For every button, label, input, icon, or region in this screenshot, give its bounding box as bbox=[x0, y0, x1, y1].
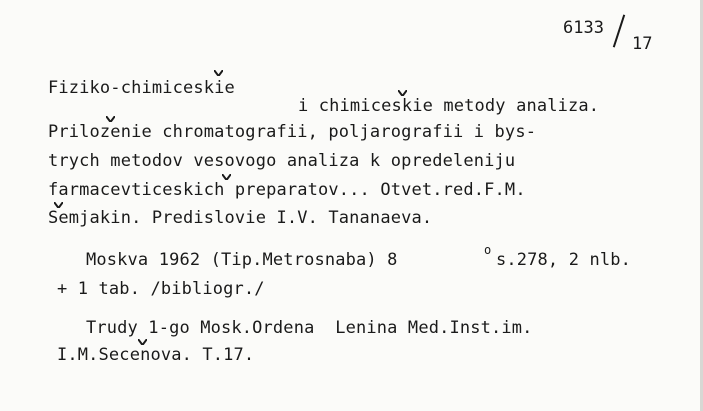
series-line-1: Trudy 1-go Mosk.Ordena Lenina Med.Inst.im. bbox=[86, 318, 533, 338]
subtitle-line-2: trych metodov vesovogo analiza k opredeleniju bbox=[48, 151, 516, 171]
call-number-slash bbox=[613, 15, 625, 48]
responsibility-line: Semjakin. Predislovie I.V. Tananaeva. bbox=[48, 208, 433, 228]
title-line-1: Fiziko-chimiceskie bbox=[48, 78, 235, 98]
call-number-numerator: 6133 bbox=[563, 18, 604, 38]
caron-mark-icon bbox=[222, 174, 231, 180]
subtitle-line-1: Prilozenie chromatografii, poljarografii i bys- bbox=[48, 122, 537, 142]
subtitle-line-3: farmacevticeskich preparatov... Otvet.red.F.M. bbox=[48, 180, 526, 200]
series-line-2: I.M.Secenova. T.17. bbox=[57, 345, 255, 365]
caron-mark-icon bbox=[138, 339, 147, 345]
pagination-text: s.278, 2 nlb. bbox=[496, 250, 632, 270]
format-superscript: o bbox=[484, 243, 492, 257]
call-number-denominator: 17 bbox=[632, 34, 653, 54]
caron-mark-icon bbox=[54, 202, 63, 208]
caron-mark-icon bbox=[106, 116, 115, 122]
collation-line: + 1 tab. /bibliogr./ bbox=[57, 279, 265, 299]
caron-mark-icon bbox=[398, 90, 407, 96]
imprint-line: Moskva 1962 (Tip.Metrosnaba) 8 bbox=[86, 250, 398, 270]
caron-mark-icon bbox=[214, 70, 223, 76]
title-line-2: i chimiceskie metody analiza. bbox=[298, 96, 600, 116]
